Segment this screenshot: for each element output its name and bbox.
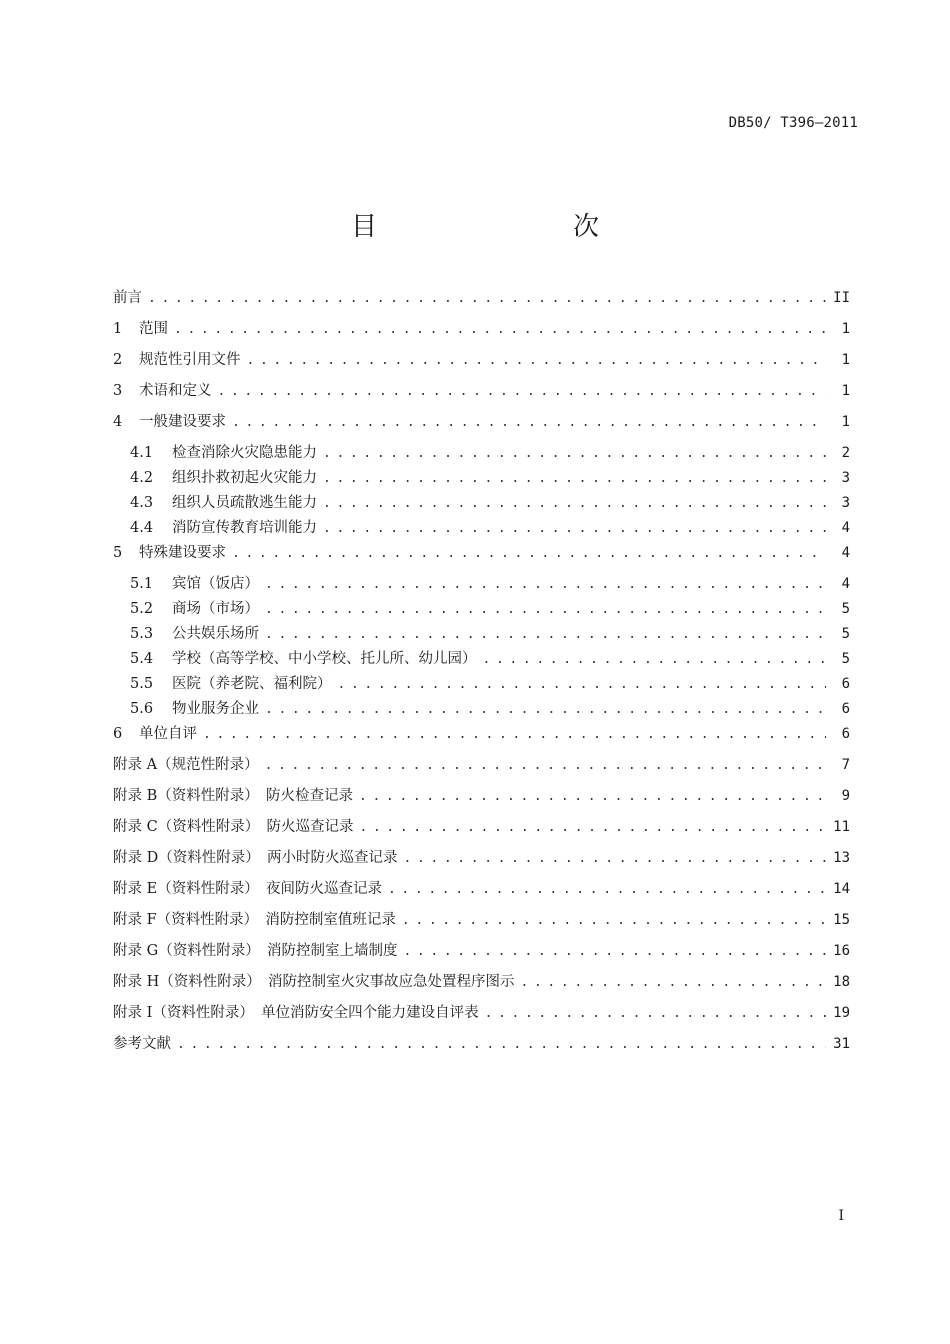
dot-leader	[323, 492, 826, 516]
toc-entry[interactable]	[113, 970, 850, 1001]
toc-entry-page: 6	[841, 726, 850, 742]
toc-entry[interactable]	[113, 379, 850, 410]
toc-entry-label: 范围	[139, 321, 168, 337]
toc-entry[interactable]	[113, 697, 850, 722]
toc-entry[interactable]	[113, 908, 850, 939]
toc-entry-label: 一般建设要求	[139, 414, 226, 430]
toc-entry-page: 7	[841, 757, 850, 773]
toc-entry-page: 5	[841, 626, 850, 642]
toc-entry-label: 附录 F（资料性附录） 消防控制室值班记录	[113, 912, 396, 928]
toc-entry-label: 前言	[113, 290, 142, 306]
toc-entry-page: 5	[841, 651, 850, 667]
dot-leader	[265, 754, 826, 778]
toc-entry-label: 消防宣传教育培训能力	[172, 520, 317, 536]
toc-entry-page: 1	[841, 414, 850, 430]
toc-entry-label: 附录 D（资料性附录） 两小时防火巡查记录	[113, 850, 398, 866]
toc-entry-page: 1	[841, 352, 850, 368]
toc-entry-number: 2	[113, 352, 123, 368]
dot-leader	[265, 598, 826, 622]
toc-entry-number: 1	[113, 321, 123, 337]
toc-entry[interactable]	[113, 784, 850, 815]
toc-entry[interactable]	[113, 348, 850, 379]
toc-entry-label: 组织人员疏散逃生能力	[172, 495, 317, 511]
dot-leader	[247, 349, 827, 373]
standard-code: DB50/ T396—2011	[728, 115, 858, 131]
toc-entry[interactable]	[113, 286, 850, 317]
dot-leader	[388, 878, 826, 902]
toc-entry-page: 31	[833, 1036, 850, 1052]
toc-entry-page: II	[833, 290, 850, 306]
toc-entry-label: 规范性引用文件	[139, 352, 241, 368]
toc-entry-label: 附录 A（规范性附录）	[113, 757, 259, 773]
toc-entry-number: 3	[113, 383, 123, 399]
toc-entry[interactable]	[113, 1001, 850, 1032]
dot-leader	[323, 467, 826, 491]
toc-entry-label: 附录 B（资料性附录） 防火检查记录	[113, 788, 354, 804]
toc-entry[interactable]	[113, 1032, 850, 1063]
toc-entry-label: 特殊建设要求	[139, 545, 226, 561]
toc-entry-page: 4	[841, 520, 850, 536]
toc-entry-label: 学校（高等学校、中小学校、托儿所、幼儿园）	[172, 651, 477, 667]
dot-leader	[232, 411, 826, 435]
dot-leader	[323, 442, 826, 466]
toc-entry-label: 附录 H（资料性附录） 消防控制室火灾事故应急处置程序图示	[113, 974, 515, 990]
toc-entry-label: 附录 E（资料性附录） 夜间防火巡查记录	[113, 881, 382, 897]
toc-entry[interactable]	[113, 466, 850, 491]
toc-entry-page: 14	[833, 881, 850, 897]
toc-entry-number: 5.5	[130, 676, 154, 692]
page-number: I	[838, 1208, 844, 1224]
toc-entry[interactable]	[113, 622, 850, 647]
toc-entry[interactable]	[113, 647, 850, 672]
toc-entry-page: 5	[841, 601, 850, 617]
toc-entry-label: 术语和定义	[139, 383, 212, 399]
dot-leader	[403, 940, 826, 964]
toc-entry-number: 4	[113, 414, 123, 430]
dot-leader	[148, 287, 826, 311]
toc-entry-page: 6	[841, 701, 850, 717]
toc-entry[interactable]	[113, 441, 850, 466]
dot-leader	[232, 542, 826, 566]
toc-entry[interactable]	[113, 846, 850, 877]
dot-leader	[483, 648, 827, 672]
dot-leader	[265, 573, 826, 597]
toc-entry-number: 4.1	[130, 445, 154, 461]
dot-leader	[177, 1033, 826, 1057]
toc-entry-label: 检查消除火灾隐患能力	[172, 445, 317, 461]
toc-entry-number: 4.3	[130, 495, 154, 511]
dot-leader	[403, 847, 826, 871]
toc-entry-label: 商场（市场）	[172, 601, 259, 617]
toc-entry[interactable]	[113, 597, 850, 622]
toc-entry-page: 13	[833, 850, 850, 866]
toc-entry[interactable]	[113, 516, 850, 541]
dot-leader	[359, 785, 826, 809]
toc-entry-page: 9	[841, 788, 850, 804]
toc-entry-label: 附录 C（资料性附录） 防火巡查记录	[113, 819, 354, 835]
table-of-contents	[113, 286, 850, 1063]
toc-entry-page: 4	[841, 576, 850, 592]
toc-entry-label: 参考文献	[113, 1036, 171, 1052]
dot-leader	[218, 380, 827, 404]
dot-leader	[323, 517, 826, 541]
toc-entry-page: 15	[833, 912, 850, 928]
toc-entry-label: 附录 G（资料性附录） 消防控制室上墙制度	[113, 943, 398, 959]
dot-leader	[402, 909, 826, 933]
toc-entry[interactable]	[113, 815, 850, 846]
toc-entry[interactable]	[113, 491, 850, 516]
toc-entry-page: 16	[833, 943, 850, 959]
toc-entry-page: 1	[841, 383, 850, 399]
dot-leader	[174, 318, 826, 342]
toc-entry-number: 5.3	[130, 626, 154, 642]
toc-entry-label: 公共娱乐场所	[172, 626, 259, 642]
toc-entry-number: 4.4	[130, 520, 154, 536]
toc-entry-label: 医院（养老院、福利院）	[172, 676, 332, 692]
toc-entry-number: 5.6	[130, 701, 154, 717]
toc-title: 目 次	[350, 212, 647, 242]
toc-entry-label: 附录 I（资料性附录） 单位消防安全四个能力建设自评表	[113, 1005, 479, 1021]
toc-entry-label: 组织扑救初起火灾能力	[172, 470, 317, 486]
toc-entry-label: 物业服务企业	[172, 701, 259, 717]
toc-entry-page: 3	[841, 495, 850, 511]
toc-entry-label: 宾馆（饭店）	[172, 576, 259, 592]
toc-entry-page: 11	[833, 819, 850, 835]
toc-entry-number: 6	[113, 726, 123, 742]
toc-entry[interactable]	[113, 572, 850, 597]
toc-entry[interactable]	[113, 317, 850, 348]
toc-entry-label: 单位自评	[139, 726, 197, 742]
toc-entry-page: 1	[841, 321, 850, 337]
toc-entry-number: 5.1	[130, 576, 154, 592]
dot-leader	[265, 698, 826, 722]
dot-leader	[265, 623, 826, 647]
toc-entry-page: 18	[833, 974, 850, 990]
toc-entry-number: 5.2	[130, 601, 154, 617]
toc-entry[interactable]	[113, 672, 850, 697]
toc-entry-page: 3	[841, 470, 850, 486]
toc-entry[interactable]	[113, 410, 850, 441]
toc-entry[interactable]	[113, 722, 850, 753]
toc-entry[interactable]	[113, 541, 850, 572]
toc-entry-page: 4	[841, 545, 850, 561]
toc-entry[interactable]	[113, 939, 850, 970]
dot-leader	[359, 816, 826, 840]
dot-leader	[485, 1002, 826, 1026]
toc-entry-page: 6	[841, 676, 850, 692]
toc-entry[interactable]	[113, 753, 850, 784]
dot-leader	[521, 971, 826, 995]
dot-leader	[338, 673, 827, 697]
toc-entry-page: 19	[833, 1005, 850, 1021]
toc-entry-number: 5	[113, 545, 123, 561]
dot-leader	[203, 723, 826, 747]
toc-entry-page: 2	[841, 445, 850, 461]
toc-entry[interactable]	[113, 877, 850, 908]
toc-entry-number: 4.2	[130, 470, 154, 486]
toc-entry-number: 5.4	[130, 651, 154, 667]
